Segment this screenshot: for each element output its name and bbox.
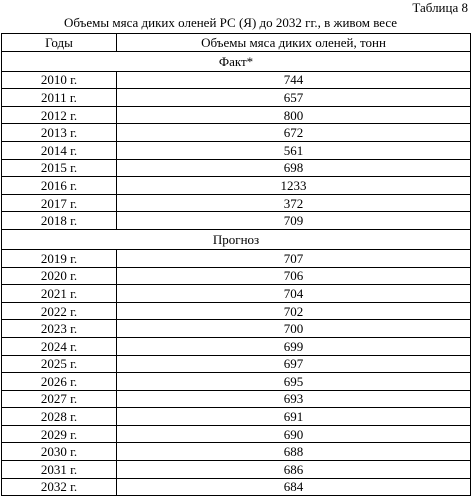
volume-cell: 657: [117, 89, 471, 107]
year-cell: 2022 г.: [2, 302, 117, 320]
table-row: [2, 443, 471, 461]
year-cell: 2016 г.: [2, 177, 117, 195]
volume-cell: 690: [117, 425, 471, 443]
volume-cell: 688: [117, 443, 471, 461]
header-row: [2, 34, 471, 52]
year-cell: 2028 г.: [2, 408, 117, 426]
table-row: [2, 390, 471, 408]
volume-cell: 744: [117, 71, 471, 89]
volume-cell: 706: [117, 267, 471, 285]
table-row: [2, 425, 471, 443]
volume-cell: 700: [117, 320, 471, 338]
table-title: Объемы мяса диких оленей РС (Я) до 2032 гг., в живом весе: [64, 15, 398, 30]
table-row: [2, 355, 471, 373]
year-cell: 2018 г.: [2, 212, 117, 230]
year-cell: 2017 г.: [2, 194, 117, 212]
volume-cell: 702: [117, 302, 471, 320]
volume-cell: 699: [117, 337, 471, 355]
volume-cell: 707: [117, 249, 471, 267]
year-cell: 2011 г.: [2, 89, 117, 107]
year-cell: 2030 г.: [2, 443, 117, 461]
table-row: [2, 408, 471, 426]
deer-meat-table: [1, 33, 471, 496]
fact-section-row: [2, 51, 471, 71]
year-cell: 2012 г.: [2, 106, 117, 124]
year-cell: 2021 г.: [2, 285, 117, 303]
fact-section-label: Факт*: [2, 51, 471, 71]
table-row: [2, 71, 471, 89]
volume-cell: 695: [117, 373, 471, 391]
table-row: [2, 461, 471, 479]
forecast-section-row: [2, 229, 471, 249]
table-row: [2, 478, 471, 496]
volume-cell: 704: [117, 285, 471, 303]
year-cell: 2020 г.: [2, 267, 117, 285]
header-volume: Объемы мяса диких оленей, тонн: [117, 34, 471, 52]
table-row: [2, 337, 471, 355]
year-cell: 2010 г.: [2, 71, 117, 89]
header-years: Годы: [2, 34, 117, 52]
table-row: [2, 320, 471, 338]
volume-cell: 372: [117, 194, 471, 212]
volume-cell: 693: [117, 390, 471, 408]
volume-cell: 698: [117, 159, 471, 177]
volume-cell: 697: [117, 355, 471, 373]
year-cell: 2027 г.: [2, 390, 117, 408]
table-row: [2, 285, 471, 303]
table-row: [2, 124, 471, 142]
year-cell: 2032 г.: [2, 478, 117, 496]
table-row: [2, 106, 471, 124]
table-row: [2, 194, 471, 212]
year-cell: 2019 г.: [2, 249, 117, 267]
table-row: [2, 89, 471, 107]
year-cell: 2029 г.: [2, 425, 117, 443]
table-body: [2, 51, 471, 496]
volume-cell: 672: [117, 124, 471, 142]
year-cell: 2025 г.: [2, 355, 117, 373]
table-number: Таблица 8: [412, 0, 468, 15]
volume-cell: 686: [117, 461, 471, 479]
year-cell: 2023 г.: [2, 320, 117, 338]
table-row: [2, 373, 471, 391]
table-row: [2, 302, 471, 320]
year-cell: 2014 г.: [2, 141, 117, 159]
year-cell: 2013 г.: [2, 124, 117, 142]
volume-cell: 709: [117, 212, 471, 230]
year-cell: 2031 г.: [2, 461, 117, 479]
table-row: [2, 177, 471, 195]
volume-cell: 684: [117, 478, 471, 496]
table-row: [2, 141, 471, 159]
year-cell: 2024 г.: [2, 337, 117, 355]
year-cell: 2026 г.: [2, 373, 117, 391]
table-row: [2, 212, 471, 230]
forecast-section-label: Прогноз: [2, 229, 471, 249]
volume-cell: 800: [117, 106, 471, 124]
table-row: [2, 249, 471, 267]
table-row: [2, 267, 471, 285]
volume-cell: 561: [117, 141, 471, 159]
table-row: [2, 159, 471, 177]
volume-cell: 1233: [117, 177, 471, 195]
volume-cell: 691: [117, 408, 471, 426]
year-cell: 2015 г.: [2, 159, 117, 177]
